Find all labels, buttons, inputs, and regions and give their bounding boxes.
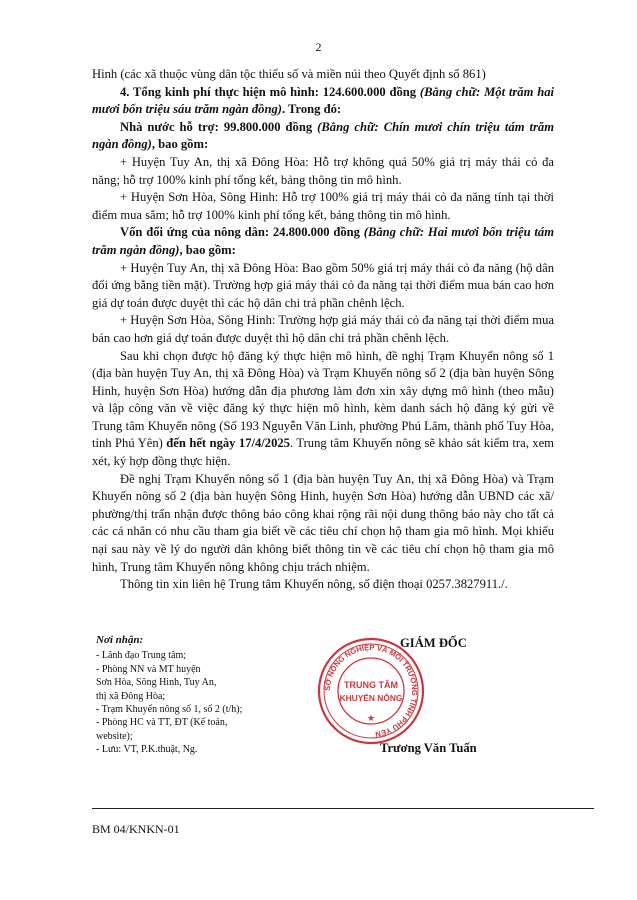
recipient-line: - Phòng NN và MT huyện: [96, 663, 201, 675]
recipient-line: Sơn Hòa, Sông Hinh, Tuy An,: [96, 677, 217, 689]
text-run: (Bằng chữ: Hai mươi bốn triệu tám trăm ngàn đồng): [92, 225, 554, 257]
text-run: Vốn đối ứng của nông dân: 24.800.000 đồng: [120, 225, 364, 240]
body-paragraph: [92, 471, 554, 577]
text-run: (Bằng chữ: Một trăm hai mươi bốn triệu sáu trăm ngàn đồng): [92, 84, 555, 117]
text-run: . Trung tâm Khuyến nông sẽ khảo sát kiểm tra, xem xét, ký hợp đồng thực hiện.: [92, 436, 554, 469]
signer-title: GIÁM ĐỐC: [400, 636, 467, 650]
footer-divider: [92, 808, 594, 809]
recipients-title: Nơi nhận:: [96, 634, 144, 646]
recipient-line: website);: [96, 730, 133, 742]
body-paragraph: [92, 66, 554, 84]
body-paragraph: [92, 189, 554, 224]
text-run: + Huyện Tuy An, thị xã Đông Hòa: Bao gồm 50% giá trị máy thái cỏ đa năng (hộ dân đối ứng bằng tiền mặt). Trường hợp giá máy thái cỏ đa năng tại thời điểm mua bán cao hơn giá dự toán được duyệt thì các hộ dân chi trả phần chênh lệch.: [92, 260, 554, 310]
text-run: + Huyện Sơn Hòa, Sông Hinh: Hỗ trợ 100% giá trị máy thái cỏ đa năng tính tại thời điểm mua sắm; hỗ trợ 100% kinh phí tổng kết, bảng thông tin mô hình.: [92, 190, 554, 222]
body-paragraph: [92, 119, 554, 154]
recipient-line: - Phòng HC và TT, ĐT (Kế toán,: [96, 717, 228, 729]
seal-center-line-2: KHUYẾN NÔNG: [339, 693, 403, 703]
recipient-line: - Lưu: VT, P.K.thuật, Ng.: [96, 744, 198, 756]
body-paragraph: [92, 348, 554, 471]
text-run: . Trong đó:: [281, 102, 342, 117]
recipient-line: thị xã Đông Hòa;: [96, 690, 166, 702]
text-run: (Bằng chữ: Chín mươi chín triệu tám trăm ngàn đồng): [92, 119, 555, 152]
text-run: Nhà nước hỗ trợ: 99.800.000 đồng: [120, 119, 318, 134]
form-code: BM 04/KNKN-01: [92, 822, 180, 836]
text-run: , bao gồm:: [151, 137, 209, 152]
official-seal: [316, 636, 426, 746]
text-run: đến hết ngày 17/4/2025: [166, 436, 290, 451]
text-run: Sau khi chọn được hộ đăng ký thực hiện mô hình, đề nghị Trạm Khuyến nông số 1 (địa bàn huyện Tuy An, thị xã Đông Hòa) và Trạm Khuyến nông số 2 (địa bàn huyện Sông Hinh, huyện Sơn Hòa) hướng dẫn địa phương làm đơn xin xây dựng mô hình (theo mẫu) và lập công văn về việc đăng ký thực hiện mô hình, kèm danh sách hộ đăng ký gửi về Trung tâm Khuyến nông (Số 193 Nguyễn Văn Linh, phường Phú Lâm, thành phố Tuy Hòa, tỉnh Phú Yên): [92, 348, 554, 451]
page-number: 2: [315, 40, 322, 54]
body-paragraph: [92, 260, 554, 313]
seal-ring-text: SỞ NÔNG NGHIỆP VÀ MÔI TRƯỜNG TỈNH PHÚ YÊN: [322, 642, 420, 739]
text-run: 4. Tổng kinh phí thực hiện mô hình: 124.600.000 đồng: [120, 84, 420, 99]
text-run: + Huyện Tuy An, thị xã Đông Hòa: Hỗ trợ không quá 50% giá trị máy thái cỏ đa năng; hỗ trợ 100% kinh phí tổng kết, bảng thông tin mô hình.: [92, 154, 554, 187]
text-run: Hình (các xã thuộc vùng dân tộc thiểu số và miền núi theo Quyết định số 861): [92, 67, 486, 81]
recipient-line: - Lãnh đạo Trung tâm;: [96, 650, 186, 662]
text-run: Đề nghị Trạm Khuyến nông số 1 (địa bàn huyện Tuy An, thị xã Đông Hòa) và Trạm Khuyến nông số 2 (địa bàn huyện Sông Hinh, huyện Sơn Hòa) hướng dẫn UBND các xã/ phường/thị trấn nhận được thông báo công khai rộng rãi nội dung thông báo này cho tất cả các cá nhân có nhu cầu tham gia biết về các tiêu chí chọn hộ tham gia mô hình. Mọi khiếu nại sau này về lý do người dân không biết thông tin về các tiêu chí chọn hộ tham gia mô hình, Trung tâm Khuyến nông không chịu trách nhiệm.: [92, 471, 554, 574]
text-run: + Huyện Sơn Hòa, Sông Hinh: Trường hợp giá máy thái cỏ đa năng tại thời điểm mua bán cao hơn giá dự toán được duyệt thì hộ dân chi trả phần chênh lệch.: [92, 313, 554, 345]
seal-star-icon: ★: [366, 713, 376, 723]
recipient-line: - Trạm Khuyến nông số 1, số 2 (t/h);: [96, 704, 243, 716]
body-paragraph: [92, 84, 554, 119]
seal-center-line-1: TRUNG TÂM: [344, 680, 398, 690]
text-run: Thông tin xin liên hệ Trung tâm Khuyến nông, số điện thoại 0257.3827911./.: [120, 577, 508, 592]
body-paragraph: [92, 154, 554, 189]
body-paragraph: [92, 312, 554, 347]
signer-name: Trương Văn Tuấn: [380, 741, 477, 755]
body-paragraph: [92, 576, 554, 594]
recipients-block: [96, 634, 326, 757]
text-run: , bao gồm:: [179, 242, 236, 257]
body-paragraph: [92, 224, 554, 259]
document-body: [92, 66, 554, 594]
